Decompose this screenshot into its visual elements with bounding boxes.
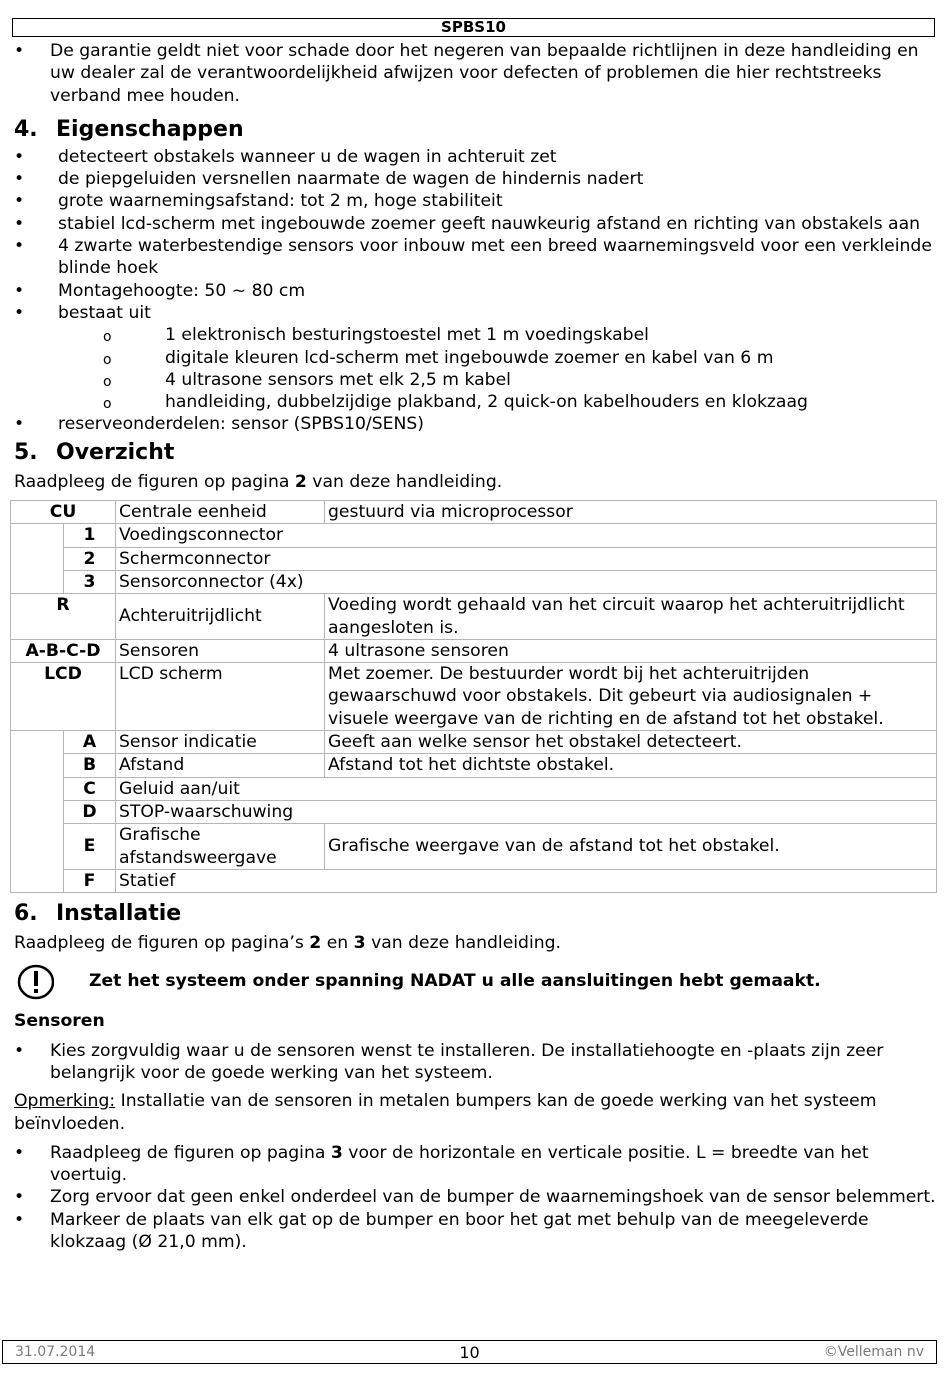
list-item: • detecteert obstakels wanneer u de wagen in achteruit zet	[14, 146, 557, 167]
section-4-number: 4.	[14, 116, 38, 142]
table-row: A-B-C-D Sensoren 4 ultrasone sensoren	[11, 639, 937, 662]
page-content	[14, 40, 936, 1253]
intro-bullet	[14, 40, 936, 107]
warning-box	[14, 964, 936, 1004]
list-item: • Raadpleeg de figuren op pagina 3 voor de horizontale en verticale positie. L = breedte van het voertuig.	[14, 1142, 869, 1186]
section-5-title: Overzicht	[56, 439, 175, 465]
sensoren-heading: Sensoren	[14, 1011, 105, 1032]
sub-list-item: o 1 elektronisch besturingstoestel met 1 m voedingskabel	[103, 325, 649, 346]
features-list	[14, 146, 936, 436]
overview-table	[10, 500, 937, 893]
table-row: 3 Sensorconnector (4x)	[11, 570, 937, 593]
footer-copyright: ©Velleman nv	[823, 1344, 924, 1360]
exclamation-icon	[14, 964, 54, 1000]
list-item: • Montagehoogte: 50 ~ 80 cm	[14, 280, 306, 301]
section-5-intro: Raadpleeg de figuren op pagina 2 van deze handleiding.	[14, 471, 503, 492]
footer-date: 31.07.2014	[15, 1344, 96, 1360]
list-item: • bestaat uit	[14, 302, 151, 323]
table-row: D STOP-waarschuwing	[11, 800, 937, 823]
page-footer	[2, 1340, 937, 1364]
bullet-dot: •	[14, 41, 25, 61]
table-row: C Geluid aan/uit	[11, 777, 937, 800]
page-header	[12, 18, 935, 37]
header-title: SPBS10	[441, 18, 506, 36]
table-row: A Sensor indicatie Geeft aan welke sensor het obstakel detecteert.	[11, 731, 937, 754]
list-item: • 4 zwarte waterbestendige sensors voor inbouw met een breed waarnemingsveld voor een verkleinde blinde hoek	[14, 236, 932, 279]
table-row: F Statief	[11, 869, 937, 892]
note: Opmerking: Installatie van de sensoren in metalen bumpers kan de goede werking van het systeem beïnvloeden.	[14, 1091, 877, 1134]
section-5-number: 5.	[14, 439, 38, 465]
section-6-title: Installatie	[56, 901, 182, 927]
section-5-heading	[14, 439, 936, 467]
intro-bullet-text: De garantie geldt niet voor schade door het negeren van bepaalde richtlijnen in deze handleiding en uw dealer zal de verantwoordelijkheid afwijzen voor defecten of problemen die hier rechtstreeks verband mee houden.	[50, 41, 919, 106]
list-item: • Zorg ervoor dat geen enkel onderdeel van de bumper de waarnemingshoek van de sensor belemmert.	[14, 1187, 936, 1208]
sub-list-item: o handleiding, dubbelzijdige plakband, 2 quick-on kabelhouders en klokzaag	[103, 392, 808, 413]
list-item: • grote waarnemingsafstand: tot 2 m, hoge stabiliteit	[14, 191, 503, 212]
sub-list-item: o digitale kleuren lcd-scherm met ingebouwde zoemer en kabel van 6 m	[103, 347, 774, 368]
table-row: 1 Voedingsconnector	[11, 524, 937, 547]
table-row: CU Centrale eenheid gestuurd via microprocessor	[11, 501, 937, 524]
section-6-intro: Raadpleeg de figuren op pagina’s 2 en 3 van deze handleiding.	[14, 933, 561, 954]
table-row: 2 Schermconnector	[11, 547, 937, 570]
list-item: • stabiel lcd-scherm met ingebouwde zoemer geeft nauwkeurig afstand en richting van obstakels aan	[14, 213, 921, 234]
table-row: LCD LCD scherm Met zoemer. De bestuurder wordt bij het achteruitrijden gewaarschuwd voor obstakels. Dit gebeurt via audiosignalen + visuele weergave van de richting en de afstand tot het obstakel.	[11, 663, 937, 731]
table-row: B Afstand Afstand tot het dichtste obstakel.	[11, 754, 937, 777]
section-4-heading	[14, 116, 936, 144]
note-label: Opmerking:	[14, 1091, 116, 1112]
warning-text: Zet het systeem onder spanning NADAT u alle aansluitingen hebt gemaakt.	[89, 971, 821, 992]
table-row: E Grafische afstandsweergave Grafische weergave van de afstand tot het obstakel.	[11, 824, 937, 870]
section-6-heading	[14, 900, 936, 928]
sub-list-item: o 4 ultrasone sensors met elk 2,5 m kabel	[103, 369, 511, 390]
list-item: • de piepgeluiden versnellen naarmate de wagen de hindernis nadert	[14, 169, 644, 190]
section-6-number: 6.	[14, 901, 38, 927]
list-item: • Kies zorgvuldig waar u de sensoren wenst te installeren. De installatiehoogte en -plaats zijn zeer belangrijk voor de goede werking van het systeem.	[14, 1040, 884, 1083]
list-item: • reserveonderdelen: sensor (SPBS10/SENS)	[14, 414, 424, 435]
section-4-title: Eigenschappen	[56, 116, 244, 142]
table-row: R Achteruitrijdlicht Voeding wordt gehaald van het circuit waarop het achteruitrijdlicht aangesloten is.	[11, 594, 937, 640]
list-item: • Markeer de plaats van elk gat op de bumper en boor het gat met behulp van de meegeleverde klokzaag (Ø 21,0 mm).	[14, 1209, 869, 1253]
page-number: 10	[459, 1343, 480, 1362]
